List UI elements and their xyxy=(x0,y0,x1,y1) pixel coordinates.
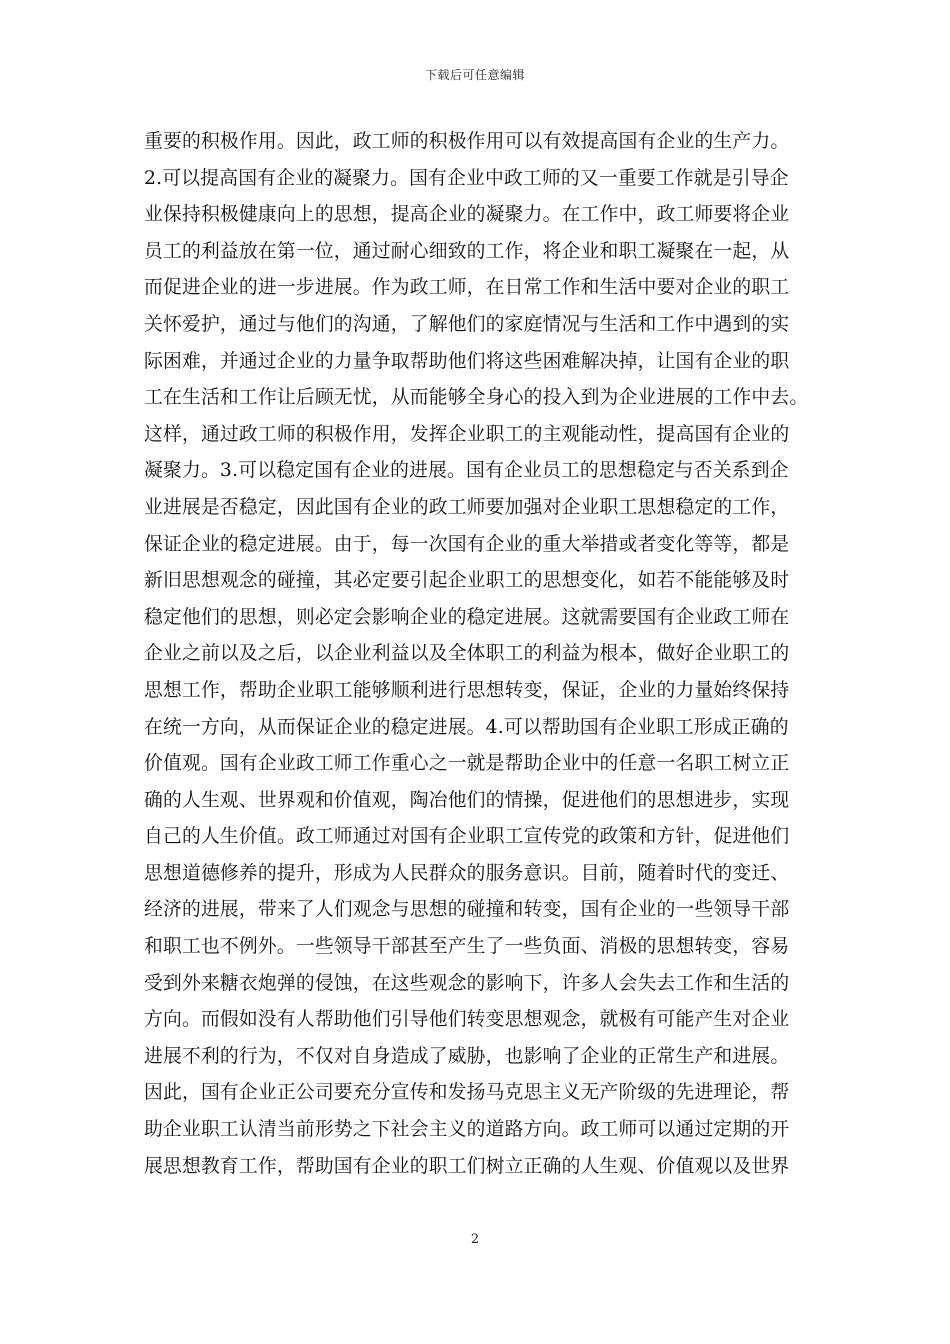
text-line: 这样，通过政工师的积极作用，发挥企业职工的主观能动性，提高国有企业的 xyxy=(144,423,790,445)
text-line: 工在生活和工作让后顾无忧，从而能够全身心的投入到为企业进展的工作中去。 xyxy=(144,387,809,409)
text-line: 方向。而假如没有人帮助他们引导他们转变思想观念，就极有可能产生对企业 xyxy=(144,1009,790,1031)
text-line: 价值观。国有企业政工师工作重心之一就是帮助企业中的任意一名职工树立正 xyxy=(144,753,790,775)
text-line: 和职工也不例外。一些领导干部甚至产生了一些负面、消极的思想转变，容易 xyxy=(144,936,790,958)
text-line: 际困难，并通过企业的力量争取帮助他们将这些困难解决掉，让国有企业的职 xyxy=(144,350,790,372)
text-line: 经济的进展，带来了人们观念与思想的碰撞和转变，国有企业的一些领导干部 xyxy=(144,899,790,921)
text-line: 关怀爱护，通过与他们的沟通，了解他们的家庭情况与生活和工作中遇到的实 xyxy=(144,313,790,335)
text-line: 业进展是否稳定，因此国有企业的政工师要加强对企业职工思想稳定的工作， xyxy=(144,496,790,518)
text-line: 业保持积极健康向上的思想，提高企业的凝聚力。在工作中，政工师要将企业 xyxy=(144,204,790,226)
text-line: 思想道德修养的提升，形成为人民群众的服务意识。目前，随着时代的变迁、 xyxy=(144,862,790,884)
text-line: 助企业职工认清当前形势之下社会主义的道路方向。政工师可以通过定期的开 xyxy=(144,1119,790,1141)
text-line: 员工的利益放在第一位，通过耐心细致的工作，将企业和职工凝聚在一起，从 xyxy=(144,240,790,262)
text-line: 因此，国有企业正公司要充分宣传和发扬马克思主义无产阶级的先进理论，帮 xyxy=(144,1082,790,1104)
text-line: 进展不利的行为，不仅对自身造成了威胁，也影响了企业的正常生产和进展。 xyxy=(144,1045,790,1067)
text-line: 凝聚力。3.可以稳定国有企业的进展。国有企业员工的思想稳定与否关系到企 xyxy=(144,460,789,482)
text-line: 而促进企业的进一步进展。作为政工师，在日常工作和生活中要对企业的职工 xyxy=(144,277,790,299)
text-line: 保证企业的稳定进展。由于，每一次国有企业的重大举措或者变化等等，都是 xyxy=(144,533,790,555)
text-line: 重要的积极作用。因此，政工师的积极作用可以有效提高国有企业的生产力。 xyxy=(144,131,790,152)
body-text xyxy=(144,124,808,1185)
text-line: 受到外来糖衣炮弹的侵蚀，在这些观念的影响下，许多人会失去工作和生活的 xyxy=(144,972,790,994)
text-line: 在统一方向，从而保证企业的稳定进展。4.可以帮助国有企业职工形成正确的 xyxy=(144,716,789,738)
text-line: 自己的人生价值。政工师通过对国有企业职工宣传党的政策和方针，促进他们 xyxy=(144,826,790,848)
text-line: 新旧思想观念的碰撞，其必定要引起企业职工的思想变化，如若不能能够及时 xyxy=(144,570,790,592)
text-line: 展思想教育工作，帮助国有企业的职工们树立正确的人生观、价值观以及世界 xyxy=(144,1155,790,1177)
text-line: 思想工作，帮助企业职工能够顺利进行思想转变，保证，企业的力量始终保持 xyxy=(144,679,790,701)
text-line: 企业之前以及之后，以企业利益以及全体职工的利益为根本，做好企业职工的 xyxy=(144,643,790,665)
page-header: 下载后可任意编辑 xyxy=(424,68,525,82)
page-number: 2 xyxy=(470,1232,480,1247)
text-line: 稳定他们的思想，则必定会影响企业的稳定进展。这就需要国有企业政工师在 xyxy=(144,606,790,628)
text-line: 2.可以提高国有企业的凝聚力。国有企业中政工师的又一重要工作就是引导企 xyxy=(144,167,789,189)
text-line: 确的人生观、世界观和价值观，陶冶他们的情操，促进他们的思想进步，实现 xyxy=(144,789,790,811)
